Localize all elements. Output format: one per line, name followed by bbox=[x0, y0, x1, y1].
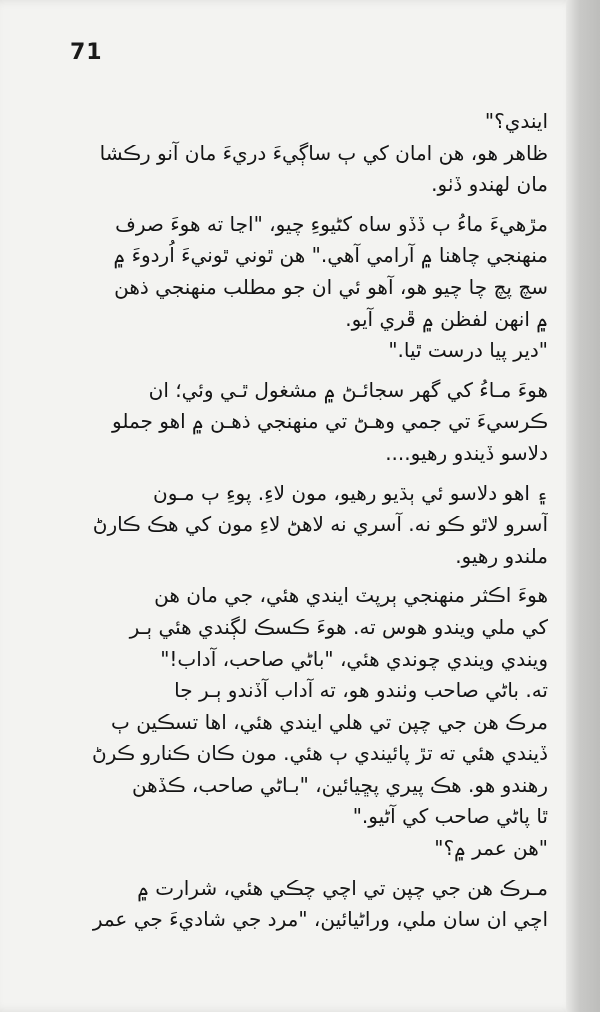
text-line: آسرو لاٿو ڪو نه. آسري نه لاهڻ لاءِ مون کي هڪ ڪارڻ bbox=[92, 512, 548, 537]
text-line: رهندو هو. هڪ پيري پڇيائين، "بـاڻي صاحب، ڪڏهن bbox=[131, 772, 548, 797]
page-number: 71 bbox=[70, 40, 103, 65]
text-line: منهنجي چاهنا ۾ آرامي آهي." هن ٿوني ٿونيءَ اُردوءَ ۾ bbox=[113, 243, 548, 268]
text-line: مـرڪ هن جي چپن تي اچي چڪي هئي، شرارت ۾ bbox=[137, 875, 548, 900]
text-line: کي ملي ويندو هوس ته. هوءَ ڪسڪ لڳندي هئي ٻـر bbox=[129, 614, 548, 639]
text-line: مڙهيءَ ماءُ ٻ ڏڏو ساه کڻيوءِ چيو، "اڃا ته هوءَ صرف bbox=[115, 211, 548, 236]
book-gutter bbox=[566, 0, 600, 1012]
text-line: ۾ انهن لفظن ۾ ڦري آيو. bbox=[345, 306, 548, 331]
text-line: "دير پيا درست ٿيا." bbox=[388, 338, 548, 363]
text-line: ظاهر هو، هن امان کي ٻ ساڳيءَ دريءَ مان آنو رڪشا bbox=[99, 140, 548, 165]
text-line: هوءَ اڪثر منهنجي ٻرپٽ ايندي هئي، جي مان هن bbox=[154, 583, 548, 608]
text-line: ۽ اهو دلاسو ئي ٻڌيو رهيو، مون لاءِ. پوءِ ٻ مـون bbox=[153, 480, 548, 505]
text-line: ويندي ويندي چوندي هئي، "باڻي صاحب، آداب!" bbox=[160, 646, 548, 671]
text-line: ايندي؟" bbox=[484, 109, 548, 133]
text-line: "هن عمر ۾؟" bbox=[434, 836, 548, 861]
text-line: ٿا پاڻي صاحب کي آڻيو." bbox=[352, 804, 548, 829]
text-line: مان لهندو ڏٺو. bbox=[431, 172, 548, 197]
text-line: ملندو رهيو. bbox=[455, 543, 548, 568]
text-line: ته. باڻي صاحب وٺندو هو، ته آداب آڏندو ٻـر جا bbox=[174, 678, 548, 703]
text-line: اچي ان سان ملي، وراڻيائين، "مرد جي شاديءَ جي عمر bbox=[92, 907, 548, 932]
page-body-text bbox=[30, 106, 548, 936]
text-line: مرڪ هن جي چپن تي هلي ايندي هئي، اها تسڪين ٻ bbox=[111, 709, 548, 734]
text-line: سچ پچ چا چيو هو، آهو ئي ان جو مطلب منهنجي ذهن bbox=[114, 274, 548, 299]
text-line: ڏيندي هئي ته تڙ پائيندي ٻ هئي. مون ڪان ڪنارو ڪرڻ bbox=[91, 741, 548, 766]
text-line: ڪرسيءَ تي جمي وهـڻ تي منهنجي ذهـن ۾ اهو جملو bbox=[112, 409, 548, 434]
text-line: دلاسو ڏيندو رهيو.... bbox=[385, 440, 548, 465]
text-line: هوءَ مـاءُ کي گهر سجائـڻ ۾ مشغول ٿـي وئي؛ ان bbox=[148, 377, 548, 402]
